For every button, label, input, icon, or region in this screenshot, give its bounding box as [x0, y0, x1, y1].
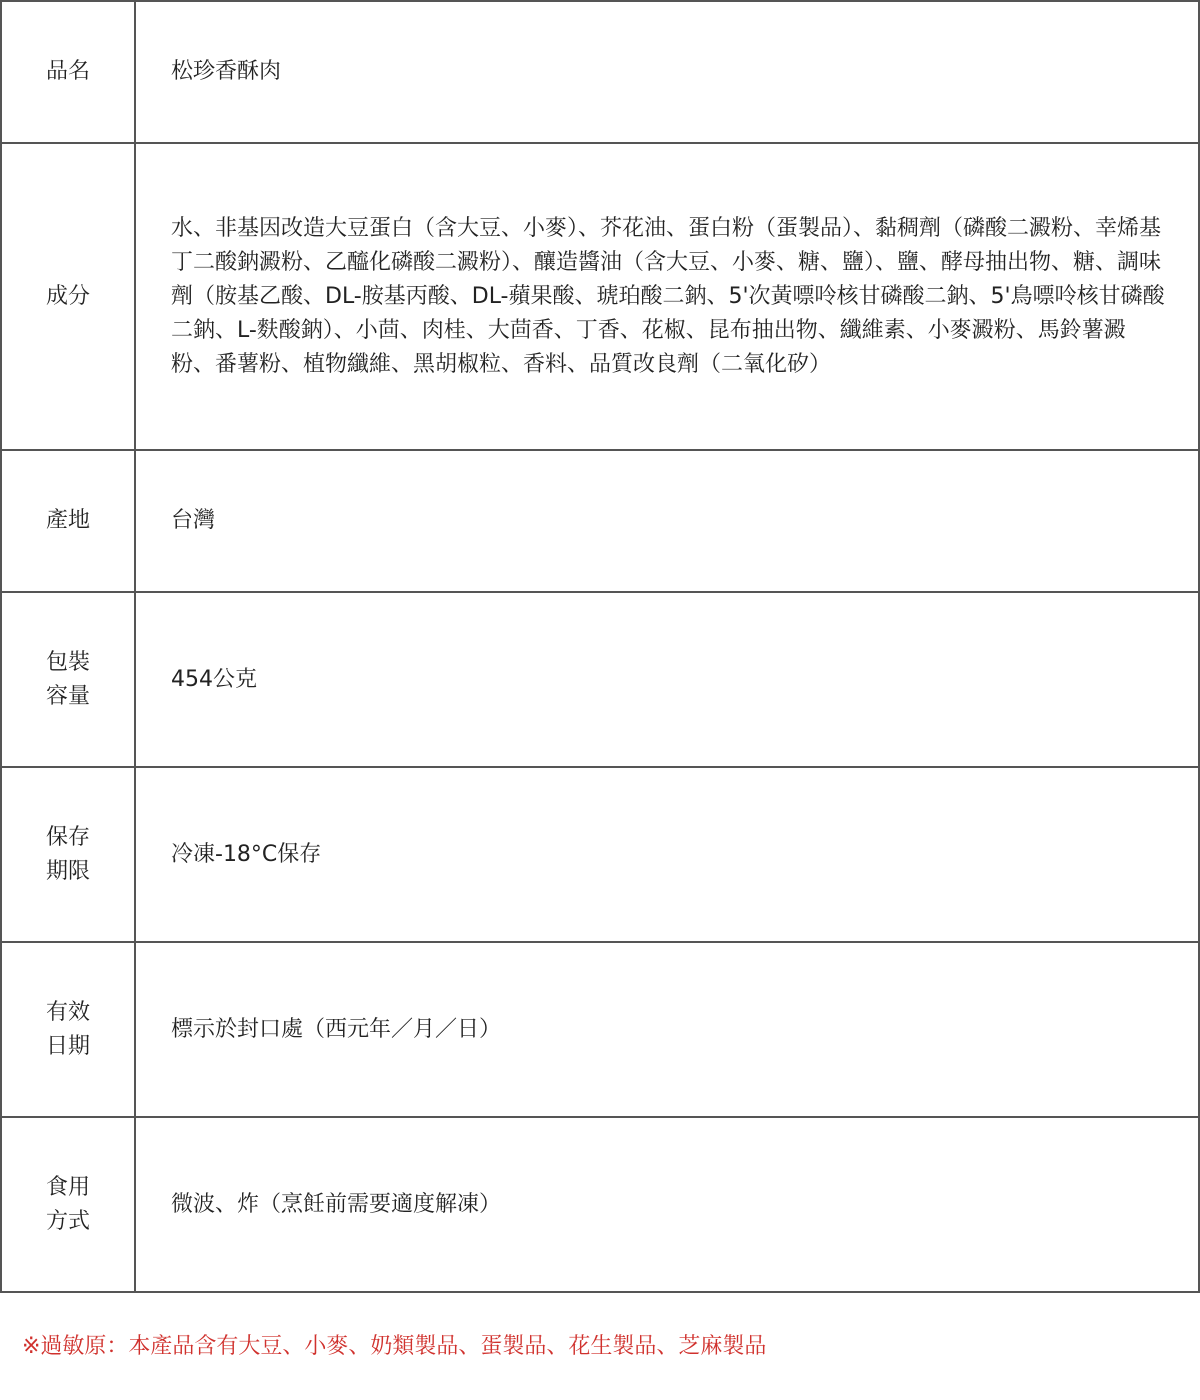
- table-row-origin: [1, 450, 1199, 592]
- product-name-value: 松珍香酥肉: [135, 1, 1199, 143]
- table-row-storage: [1, 767, 1199, 942]
- table-row-expiry: [1, 942, 1199, 1117]
- row-label: [1, 450, 135, 592]
- table-row-package-size: [1, 592, 1199, 767]
- allergen-note: ※過敏原：本產品含有大豆、小麥、奶類製品、蛋製品、花生製品、芝麻製品: [22, 1334, 767, 1359]
- table-row-ingredients: [1, 143, 1199, 450]
- label-package-size: 包裝容量: [45, 649, 90, 709]
- label-expiry: 有效日期: [45, 999, 90, 1059]
- table-row-name: [1, 1, 1199, 143]
- storage-value: 冷凍-18°C保存: [135, 767, 1199, 942]
- row-label: [1, 592, 135, 767]
- ingredients-value: 水、非基因改造大豆蛋白（含大豆、小麥）、芥花油、蛋白粉（蛋製品）、黏稠劑（磷酸二澱粉、幸烯基丁二酸鈉澱粉、乙醯化磷酸二澱粉）、釀造醬油（含大豆、小麥、糖、鹽）、鹽、酵母抽出物、糖、調味劑（胺基乙酸、DL-胺基丙酸、DL-蘋果酸、琥珀酸二鈉、5'次黃嘌呤核甘磷酸二鈉、5'鳥嘌呤核甘磷酸二鈉、L-麩酸鈉）、小茴、肉桂、大茴香、丁香、花椒、昆布抽出物、纖維素、小麥澱粉、馬鈴薯澱粉、番薯粉、植物纖維、黑胡椒粒、香料、品質改良劑（二氧化矽）: [135, 143, 1199, 450]
- origin-value: 台灣: [135, 450, 1199, 592]
- table-row-usage: [1, 1117, 1199, 1292]
- row-label: [1, 1, 135, 143]
- label-storage: 保存期限: [45, 824, 90, 884]
- row-label: [1, 942, 135, 1117]
- usage-value: 微波、炸（烹飪前需要適度解凍）: [135, 1117, 1199, 1292]
- expiry-value: 標示於封口處（西元年／月／日）: [135, 942, 1199, 1117]
- row-label: [1, 1117, 135, 1292]
- row-label: [1, 767, 135, 942]
- label-usage: 食用方式: [45, 1174, 90, 1234]
- label-ingredients: 成分: [45, 283, 90, 309]
- label-origin: 產地: [45, 508, 90, 533]
- package-size-value: 454公克: [135, 592, 1199, 767]
- row-label: [1, 143, 135, 450]
- label-product-name: 品名: [45, 59, 90, 84]
